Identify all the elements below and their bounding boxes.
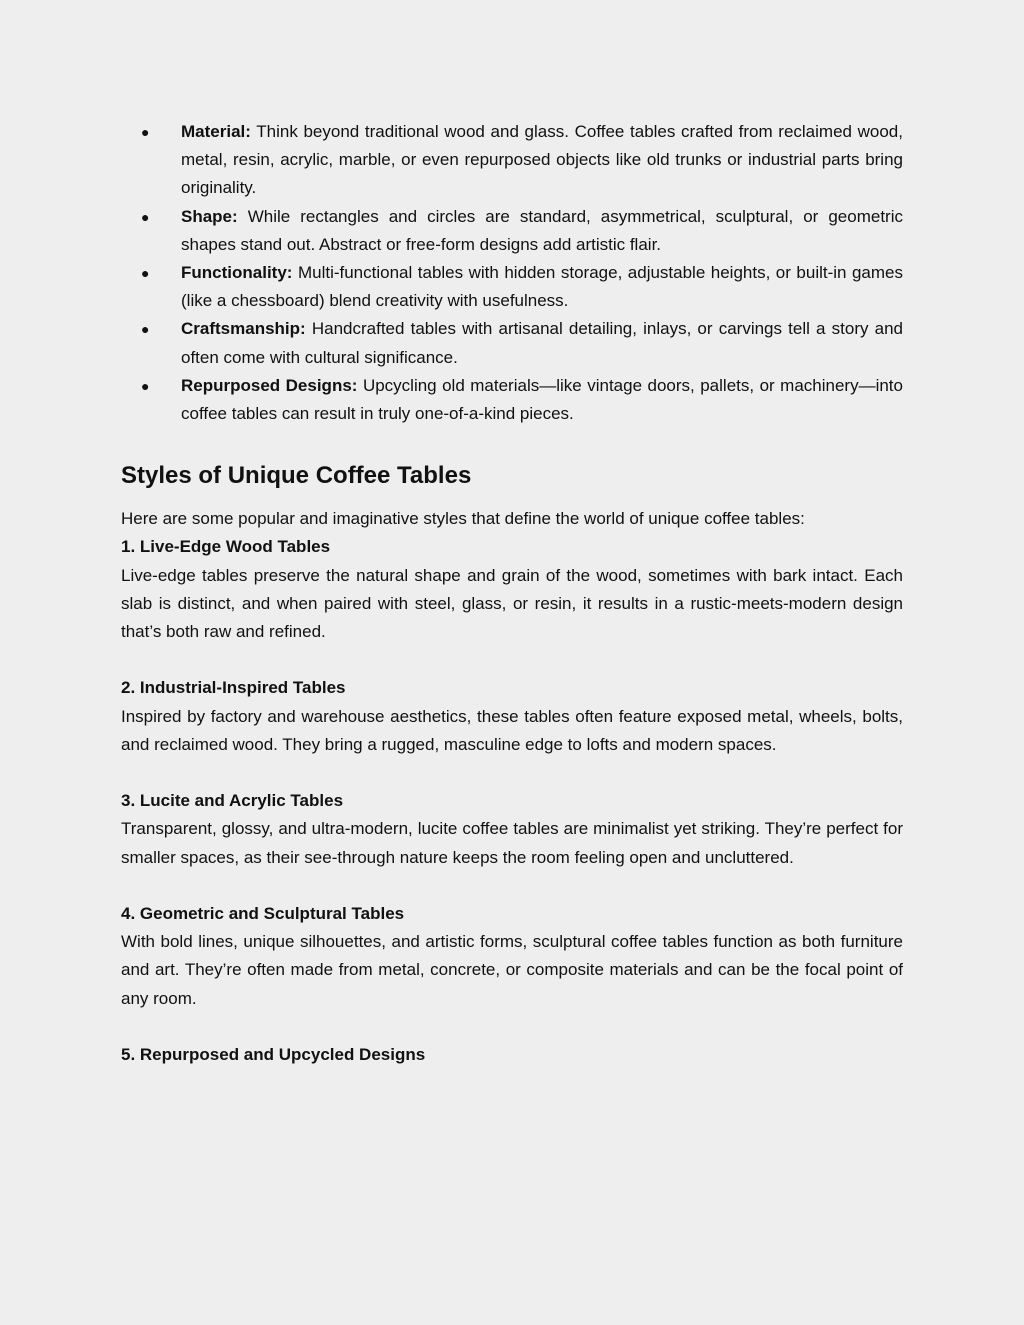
bullet-icon: ● bbox=[141, 321, 150, 338]
section-intro: Here are some popular and imaginative styles that define the world of unique coffee tables: bbox=[121, 509, 805, 529]
list-item bbox=[121, 315, 903, 371]
style-title: 5. Repurposed and Upcycled Designs bbox=[121, 1045, 426, 1065]
bullet-icon: ● bbox=[141, 377, 150, 394]
list-item bbox=[121, 372, 903, 428]
bullet-text: Handcrafted tables with artisanal detailing, inlays, or carvings tell a story and often come with cultural significance. bbox=[181, 319, 903, 367]
style-description: Inspired by factory and warehouse aesthetics, these tables often feature exposed metal, wheels, bolts, and reclaimed wood. They bring a rugged, masculine edge to lofts and modern spaces. bbox=[121, 706, 903, 754]
bullet-label: Repurposed Designs: bbox=[181, 375, 358, 395]
document-content bbox=[121, 118, 903, 1097]
style-title: 2. Industrial-Inspired Tables bbox=[121, 678, 346, 698]
style-block-repurposed bbox=[121, 1041, 903, 1069]
bullet-label: Material: bbox=[181, 122, 251, 141]
bullet-label: Craftsmanship: bbox=[181, 319, 306, 339]
style-description: With bold lines, unique silhouettes, and artistic forms, sculptural coffee tables function as both furniture and art. They’re often made from metal, concrete, or composite materials and can be the focal point of any room. bbox=[121, 932, 903, 1008]
bullet-text: While rectangles and circles are standard, asymmetrical, sculptural, or geometric shapes stand out. Abstract or free-form designs add artistic flair. bbox=[181, 206, 903, 254]
bullet-icon: ● bbox=[141, 265, 150, 282]
list-item bbox=[121, 203, 903, 259]
bullet-text: Think beyond traditional wood and glass. Coffee tables crafted from reclaimed wood, metal, resin, acrylic, marble, or even repurposed objects like old trunks or industrial parts bring originality. bbox=[181, 122, 903, 198]
style-description: Live-edge tables preserve the natural shape and grain of the wood, sometimes with bark intact. Each slab is distinct, and when paired with steel, glass, or resin, it results in a rustic-meets-modern design that’s both raw and refined. bbox=[121, 565, 903, 642]
style-title: 1. Live-Edge Wood Tables bbox=[121, 537, 331, 557]
list-item bbox=[121, 118, 903, 203]
style-block-geometric bbox=[121, 900, 903, 1013]
bullet-text: Multi-functional tables with hidden storage, adjustable heights, or built-in games (like a chessboard) blend creativity with usefulness. bbox=[181, 263, 904, 311]
features-list bbox=[121, 118, 903, 428]
bullet-text: Upcycling old materials—like vintage doors, pallets, or machinery—into coffee tables can result in truly one-of-a-kind pieces. bbox=[181, 375, 903, 424]
style-description: Transparent, glossy, and ultra-modern, lucite coffee tables are minimalist yet striking. They’re perfect for smaller spaces, as their see-through nature keeps the room feeling open and uncluttered. bbox=[121, 819, 903, 867]
bullet-icon: ● bbox=[141, 124, 150, 140]
bullet-icon: ● bbox=[141, 208, 150, 225]
bullet-label: Shape: bbox=[181, 206, 238, 226]
style-title: 4. Geometric and Sculptural Tables bbox=[121, 904, 405, 924]
list-item bbox=[121, 259, 903, 315]
section-heading: Styles of Unique Coffee Tables bbox=[121, 462, 472, 490]
bullet-label: Functionality: bbox=[181, 263, 293, 283]
style-title: 3. Lucite and Acrylic Tables bbox=[121, 791, 344, 811]
style-block-industrial bbox=[121, 674, 903, 759]
style-block-live-edge bbox=[121, 533, 903, 646]
style-block-lucite bbox=[121, 787, 903, 872]
